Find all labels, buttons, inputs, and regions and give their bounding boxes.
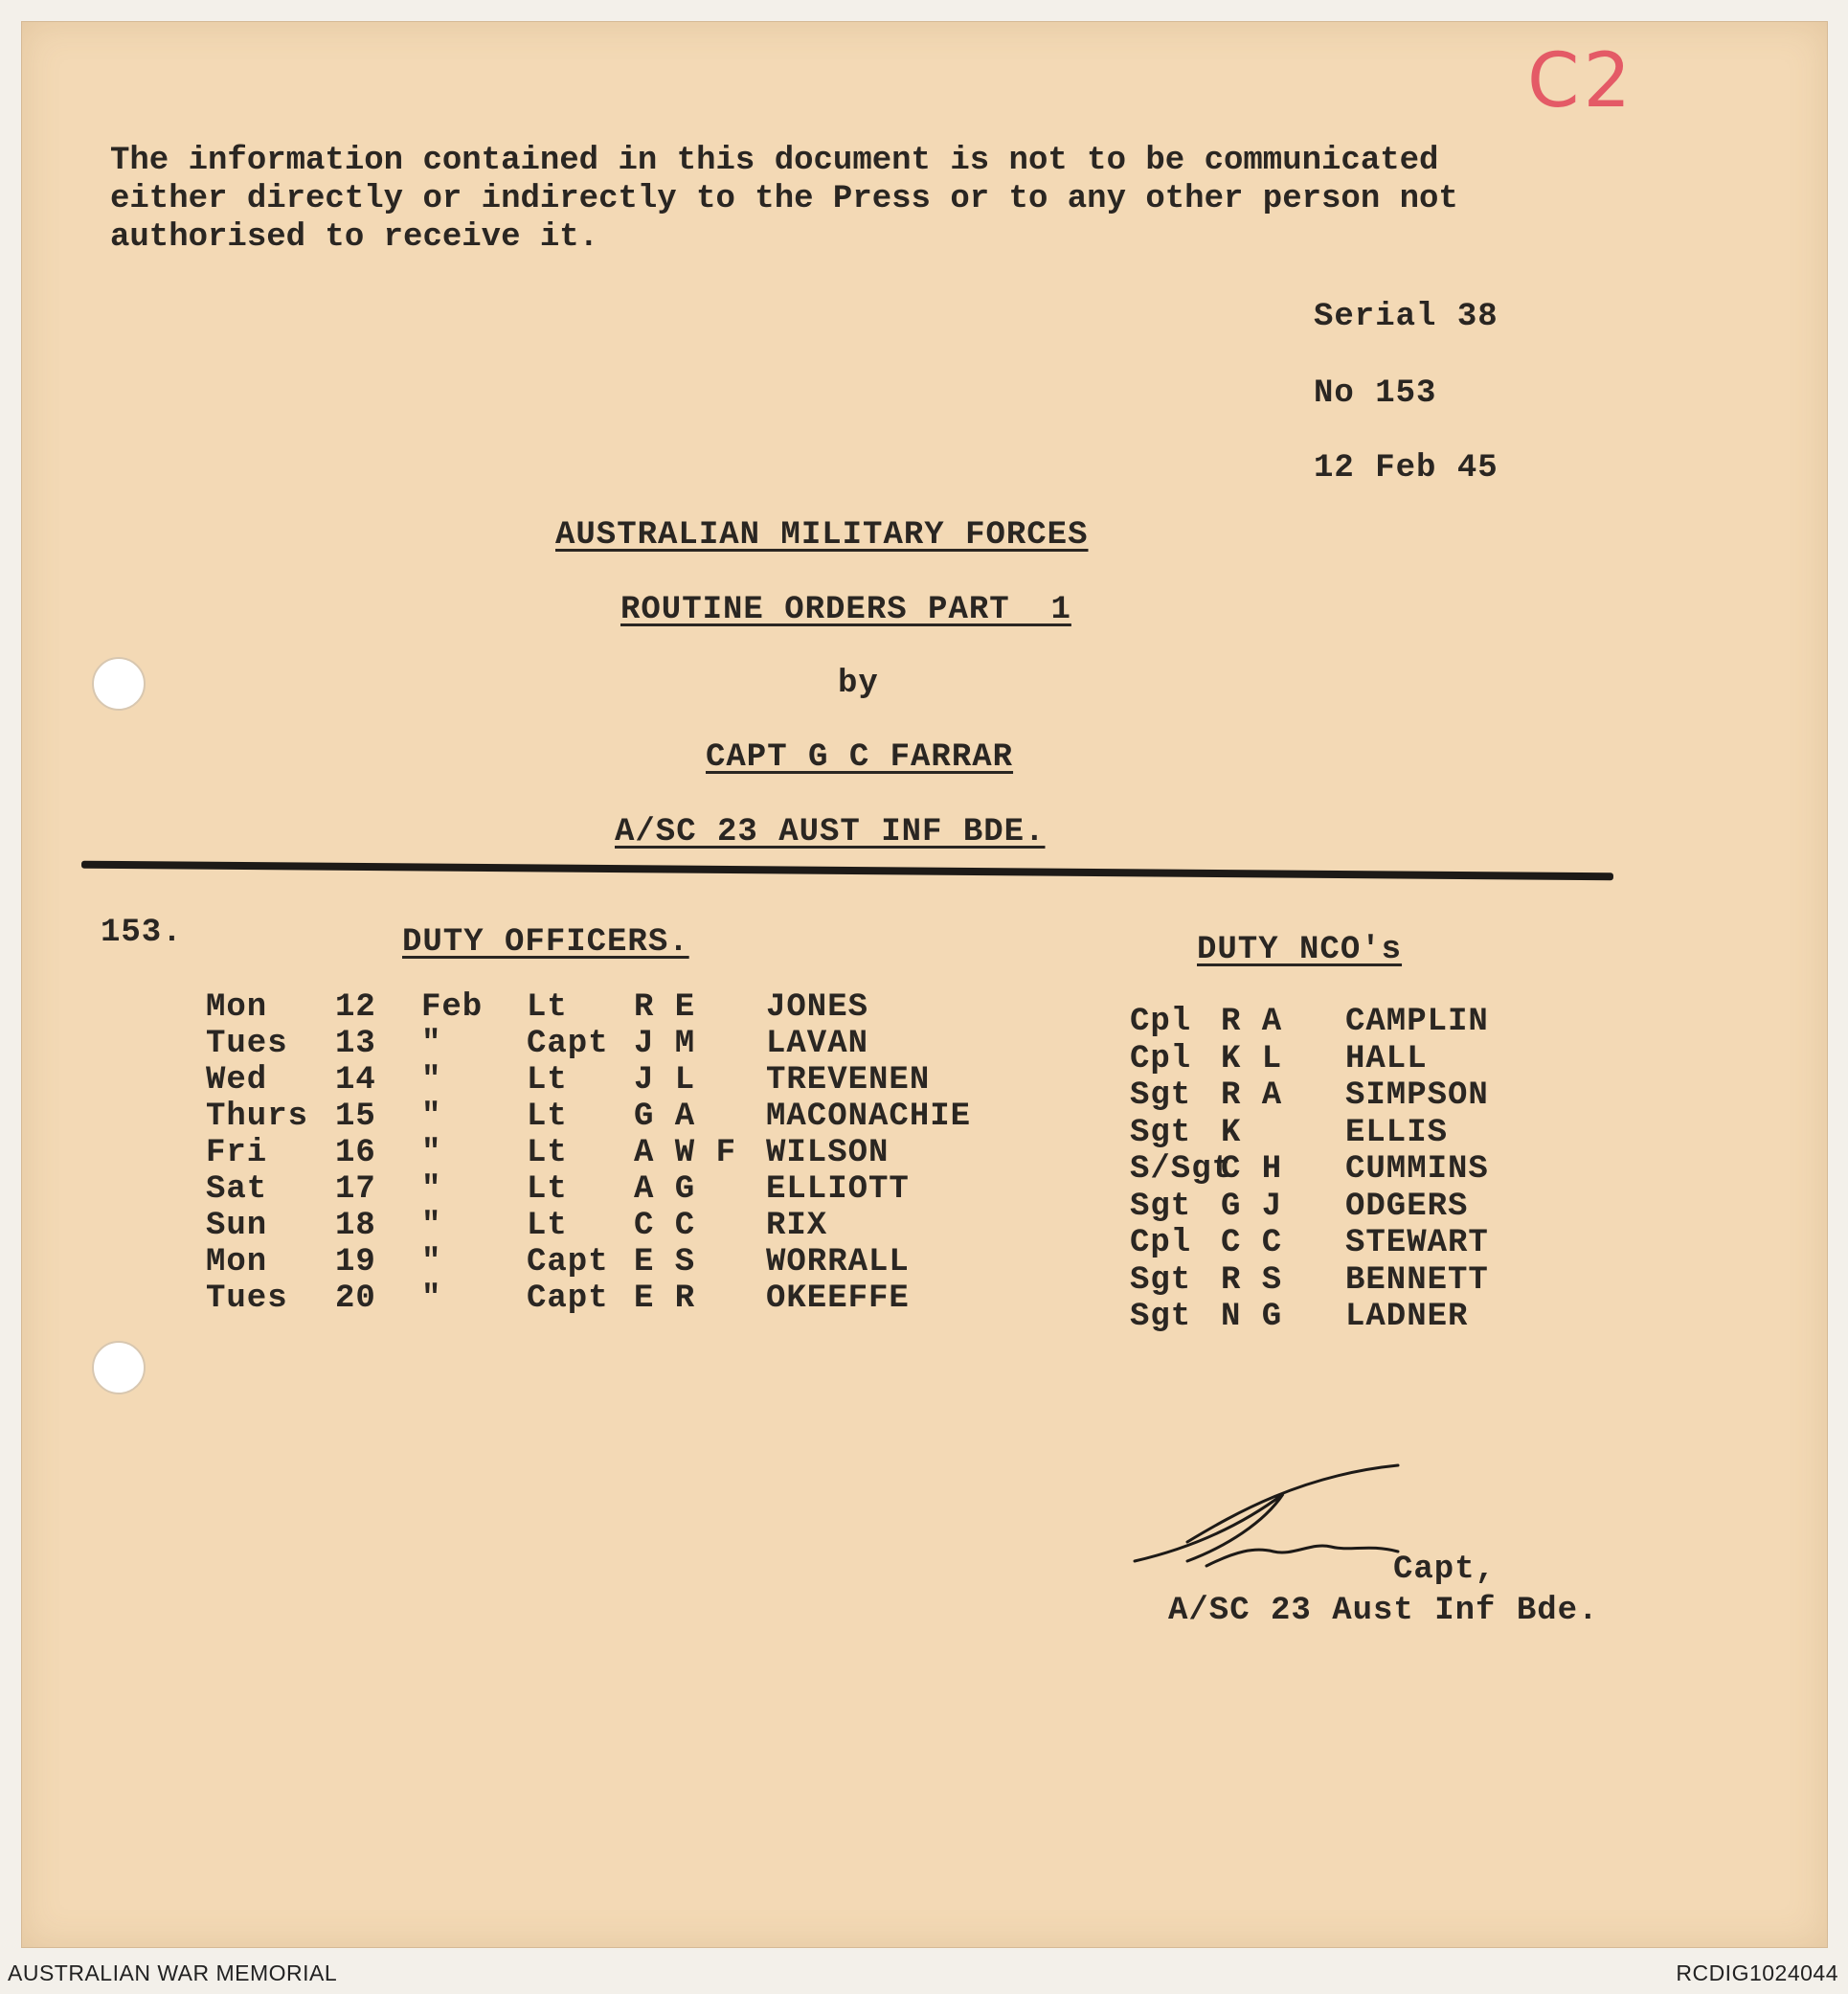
officer-rank: Capt [527,1244,609,1280]
order-number: No 153 [1314,375,1437,412]
officer-rank: Capt [527,1280,609,1317]
nco-rank: Sgt [1130,1077,1192,1114]
serial-number: Serial 38 [1314,299,1499,335]
officer-initials: R E [634,989,696,1026]
officer-rank: Lt [527,1099,568,1135]
nco-rank: Cpl [1130,1040,1192,1077]
officer-name: TREVENEN [766,1062,931,1099]
nco-initials: N G [1221,1299,1283,1335]
order-date: 12 Feb 45 [1314,450,1499,487]
officer-rank: Lt [527,1171,568,1208]
officer-day: Mon [206,1244,268,1280]
heading-issuer: CAPT G C FARRAR [706,739,1014,776]
heading-unit: A/SC 23 AUST INF BDE. [615,814,1046,850]
confidentiality-notice [110,142,1458,257]
annotation-mark: C2 [1527,38,1635,125]
officer-rank: Lt [527,989,568,1026]
officer-date: 12 [335,989,376,1026]
nco-rank: Cpl [1130,1225,1192,1261]
officer-name: MACONACHIE [766,1099,972,1135]
officer-month: " [421,1244,442,1280]
heading-forces: AUSTRALIAN MILITARY FORCES [555,517,1089,554]
item-number: 153. [101,915,183,951]
officer-initials: C C [634,1208,696,1244]
nco-initials: C C [1221,1225,1283,1261]
officer-initials: E R [634,1280,696,1317]
officer-month: " [421,1280,442,1317]
nco-initials: C H [1221,1151,1283,1188]
officer-initials: A G [634,1171,696,1208]
officer-date: 13 [335,1026,376,1062]
officer-date: 20 [335,1280,376,1317]
nco-rank: Sgt [1130,1261,1192,1299]
officer-initials: E S [634,1244,696,1280]
signature [1130,1456,1417,1590]
officer-name: RIX [766,1208,828,1244]
notice-line: either directly or indirectly to the Press or to any other person not [110,181,1458,217]
officer-day: Wed [206,1062,268,1099]
officer-day: Thurs [206,1099,309,1135]
officer-day: Sun [206,1208,268,1244]
officer-month: " [421,1171,442,1208]
nco-rank: Cpl [1130,1004,1192,1040]
officer-name: ELLIOTT [766,1171,910,1208]
officer-initials: G A [634,1099,696,1135]
heading-routine-orders: ROUTINE ORDERS PART 1 [620,592,1071,628]
officer-month: " [421,1135,442,1171]
nco-initials: R S [1221,1261,1283,1299]
officer-date: 18 [335,1208,376,1244]
officer-initials: A W F [634,1135,737,1171]
nco-initials: R A [1221,1004,1283,1040]
officers-heading: DUTY OFFICERS. [402,924,689,961]
officer-rank: Lt [527,1062,568,1099]
officer-day: Tues [206,1026,288,1062]
ncos-heading: DUTY NCO's [1197,932,1403,968]
nco-initials: G J [1221,1188,1283,1225]
nco-name: ODGERS [1345,1188,1469,1225]
officer-date: 15 [335,1099,376,1135]
nco-name: ELLIS [1345,1114,1449,1151]
nco-name: BENNETT [1345,1261,1489,1299]
officer-rank: Capt [527,1026,609,1062]
officer-rank: Lt [527,1208,568,1244]
nco-initials: K [1221,1114,1242,1151]
heading-by: by [838,666,879,702]
nco-name: HALL [1345,1040,1428,1077]
officer-date: 17 [335,1171,376,1208]
officer-name: WORRALL [766,1244,910,1280]
nco-rank: S/Sgt [1130,1151,1233,1188]
footer-source: AUSTRALIAN WAR MEMORIAL [8,1960,338,1985]
nco-initials: K L [1221,1040,1283,1077]
nco-name: LADNER [1345,1299,1469,1335]
officer-month: " [421,1062,442,1099]
nco-initials: R A [1221,1077,1283,1114]
nco-name: STEWART [1345,1225,1489,1261]
officer-date: 14 [335,1062,376,1099]
signature-rank: Capt, [1393,1552,1497,1588]
officer-rank: Lt [527,1135,568,1171]
officer-day: Fri [206,1135,268,1171]
officer-day: Tues [206,1280,288,1317]
nco-rank: Sgt [1130,1299,1192,1335]
nco-name: SIMPSON [1345,1077,1489,1114]
officer-date: 19 [335,1244,376,1280]
nco-name: CUMMINS [1345,1151,1489,1188]
officer-date: 16 [335,1135,376,1171]
nco-name: CAMPLIN [1345,1004,1489,1040]
notice-line: The information contained in this document is not to be communicated [110,143,1439,179]
officer-name: OKEEFFE [766,1280,910,1317]
officer-name: LAVAN [766,1026,869,1062]
signature-block: A/SC 23 Aust Inf Bde. [1168,1593,1599,1629]
document-page [21,21,1828,1948]
nco-rank: Sgt [1130,1114,1192,1151]
punch-hole [92,657,146,711]
officer-initials: J M [634,1026,696,1062]
officer-initials: J L [634,1062,696,1099]
officer-month: " [421,1026,442,1062]
officer-day: Sat [206,1171,268,1208]
officer-month: " [421,1099,442,1135]
punch-hole [92,1341,146,1394]
officer-name: WILSON [766,1135,890,1171]
nco-rank: Sgt [1130,1188,1192,1225]
notice-line: authorised to receive it. [110,219,599,256]
officer-name: JONES [766,989,869,1026]
officer-month: Feb [421,989,484,1026]
officer-month: " [421,1208,442,1244]
officer-day: Mon [206,989,268,1026]
footer-id: RCDIG1024044 [1676,1960,1838,1985]
